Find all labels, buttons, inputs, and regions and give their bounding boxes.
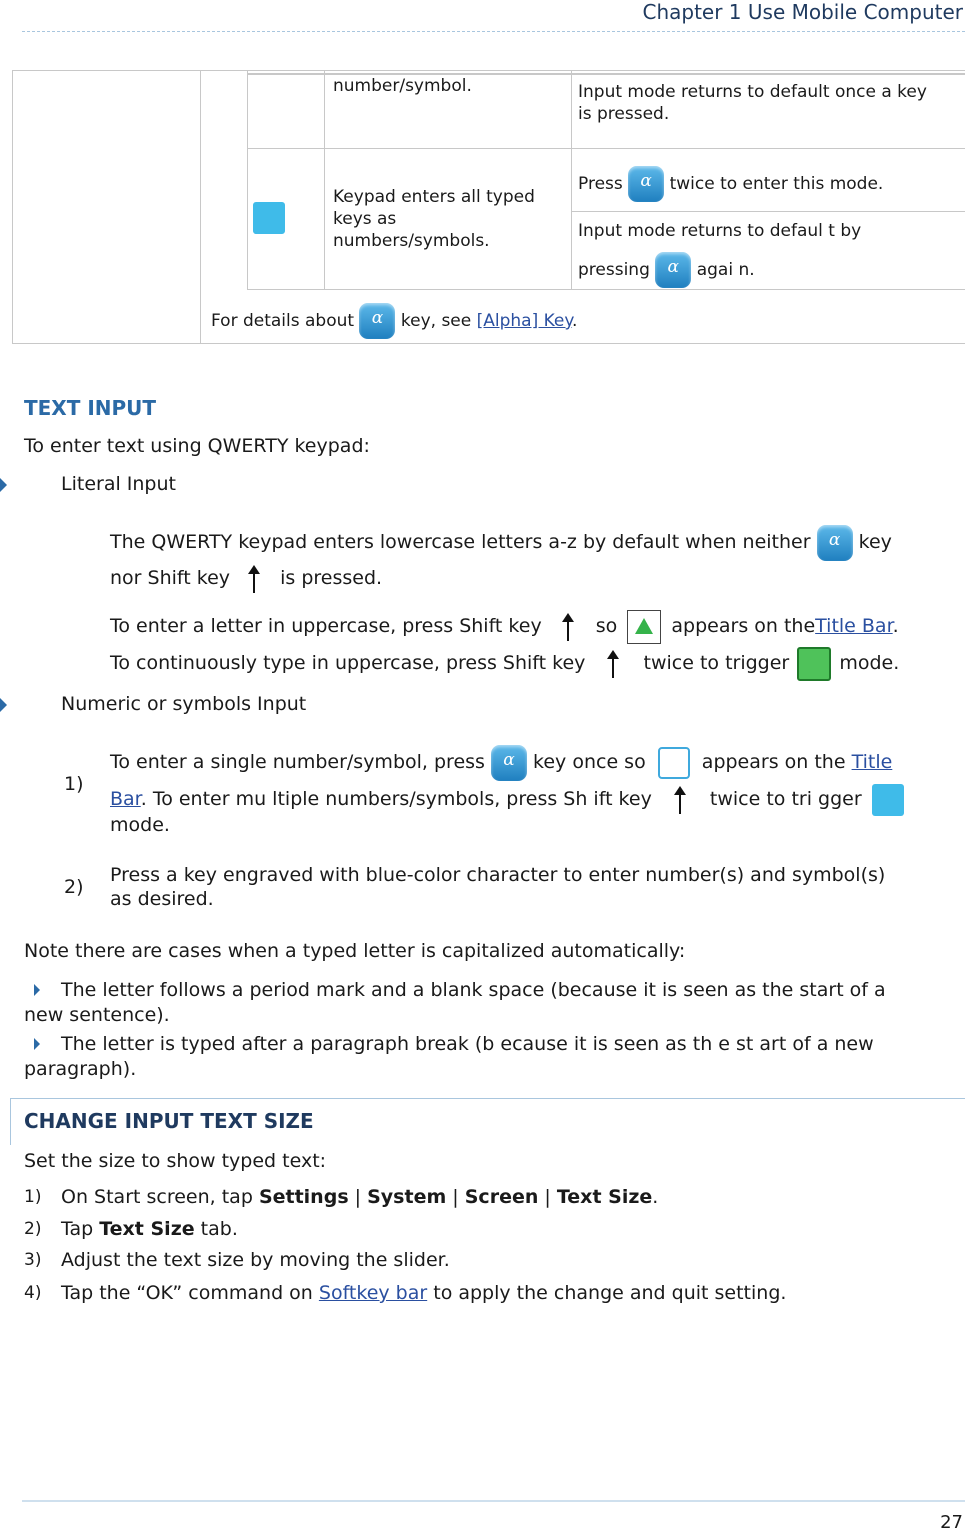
list-number: 2) xyxy=(24,1219,42,1239)
paragraph: mode. xyxy=(110,814,170,836)
list-item: Adjust the text size by moving the slider. xyxy=(61,1249,450,1271)
table-divider xyxy=(324,70,325,290)
list-number: 3) xyxy=(24,1250,42,1270)
paragraph: To enter text using QWERTY keypad: xyxy=(24,435,370,457)
chapter-title: Chapter 1 Use Mobile Computer xyxy=(642,0,963,24)
alpha-key-icon: α xyxy=(628,166,664,202)
paragraph: Press a key engraved with blue-color character to enter number(s) and symbol(s) xyxy=(110,864,886,886)
paragraph: paragraph). xyxy=(24,1058,137,1080)
numeric-mode-icon xyxy=(872,784,904,816)
table-cell: Input mode returns to defaul t by xyxy=(578,221,862,241)
list-item: On Start screen, tap Settings | System | Screen | Text Size. xyxy=(61,1186,659,1208)
paragraph: as desired. xyxy=(110,888,214,910)
paragraph: To continuously type in uppercase, press Shift key twice to trigger mode. xyxy=(110,643,899,683)
header-divider xyxy=(22,31,965,32)
table-cell: Input mode returns to default once a key is pressed. xyxy=(578,82,927,124)
paragraph: The letter is typed after a paragraph break (b ecause it is seen as th e st art of a new xyxy=(61,1033,874,1055)
numeric-mode-icon xyxy=(253,202,285,234)
section-title-text-input: TEXT INPUT xyxy=(24,396,157,420)
table-divider xyxy=(571,211,965,212)
paragraph: The letter follows a period mark and a blank space (because it is seen as the start of a xyxy=(61,979,886,1001)
list-item: Tap the “OK” command on Softkey bar to apply the change and quit setting. xyxy=(61,1282,787,1304)
table-divider xyxy=(247,148,965,149)
bullet-arrow-icon xyxy=(34,1038,40,1050)
paragraph: new sentence). xyxy=(24,1004,170,1026)
alpha-key-icon: α xyxy=(817,525,853,561)
table-divider xyxy=(571,70,572,290)
list-number: 4) xyxy=(24,1283,42,1303)
subheading: Numeric or symbols Input xyxy=(61,693,307,715)
list-number: 1) xyxy=(24,1187,42,1207)
table-divider xyxy=(247,70,248,290)
paragraph: Bar. To enter mu ltiple numbers/symbols, press Sh ift key twice to tri gger xyxy=(110,782,904,816)
paragraph: Set the size to show typed text: xyxy=(24,1150,327,1172)
paragraph: To enter a letter in uppercase, press Shift key so appears on theTitle Bar. xyxy=(110,606,899,646)
list-item: Tap Text Size tab. xyxy=(61,1218,238,1240)
paragraph: nor Shift key is pressed. xyxy=(110,561,382,595)
page-number: 27 xyxy=(940,1512,963,1533)
table-cell: Keypad enters all typed keys as numbers/symbols. xyxy=(333,187,535,251)
softkey-bar-link[interactable]: Softkey bar xyxy=(318,1282,428,1304)
bullet-arrow-icon xyxy=(0,698,7,712)
subheading: Literal Input xyxy=(61,473,176,495)
table-cell: Press α twice to enter this mode. xyxy=(578,158,883,210)
alpha-key-icon: α xyxy=(491,745,527,781)
paragraph: To enter a single number/symbol, press α key once so appears on the Title xyxy=(110,736,892,788)
paragraph: Note there are cases when a typed letter is capitalized automatically: xyxy=(24,940,686,962)
alpha-key-icon: α xyxy=(359,303,395,339)
caps-indicator-icon xyxy=(627,610,661,644)
paragraph: The QWERTY keypad enters lowercase letters a-z by default when neither α key xyxy=(110,516,892,568)
numeric-indicator-icon xyxy=(658,747,690,779)
table-divider xyxy=(200,70,201,344)
shift-key-icon xyxy=(670,785,690,815)
list-number: 1) xyxy=(64,773,84,795)
alpha-key-link[interactable]: [Alpha] Key xyxy=(476,311,573,331)
title-bar-link[interactable]: Bar xyxy=(110,788,141,810)
table-cell: pressing α agai n. xyxy=(578,244,755,296)
shift-key-icon xyxy=(603,649,623,679)
list-number: 2) xyxy=(64,876,84,898)
section-title-change-size: CHANGE INPUT TEXT SIZE xyxy=(24,1109,314,1133)
table-cell: number/symbol. xyxy=(333,76,472,96)
shift-key-icon xyxy=(558,612,578,642)
caps-lock-indicator-icon xyxy=(797,647,831,681)
alpha-key-icon: α xyxy=(655,252,691,288)
title-bar-link[interactable]: Title Bar xyxy=(815,615,893,637)
title-bar-link[interactable]: Title xyxy=(851,751,893,773)
bullet-arrow-icon xyxy=(0,478,7,492)
table-cell: For details about α key, see [Alpha] Key. xyxy=(211,298,577,344)
shift-key-icon xyxy=(244,564,264,594)
bullet-arrow-icon xyxy=(34,984,40,996)
footer-divider xyxy=(22,1500,965,1502)
